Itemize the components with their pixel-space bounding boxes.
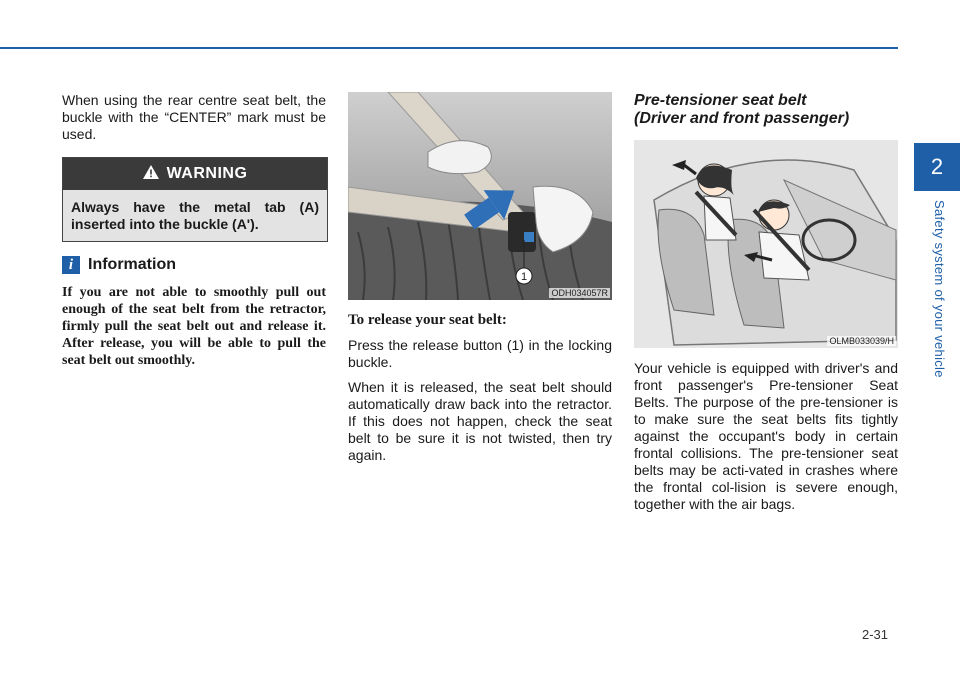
pretensioner-body: Your vehicle is equipped with driver's and front passenger's Pre-tensioner Seat Belts. The purpose of the pre-tensioner is to make sure the seat belts fits tightly against the occupant's body in certain frontal collisions. The pre-tensioner seat belts may be acti-vated in crashes where the frontal col-lision is severe enough, together with the air bags.: [634, 360, 898, 512]
car-interior-illustration: [634, 140, 898, 348]
warning-triangle-icon: [143, 165, 159, 184]
release-belt-step: Press the release button (1) in the locking buckle.: [348, 337, 612, 370]
figure-code: OLMB033039/H: [829, 336, 894, 346]
info-icon: i: [62, 256, 80, 274]
information-title: Information: [88, 256, 176, 273]
column-1: [62, 92, 326, 369]
chapter-number-tab: [914, 143, 960, 191]
warning-box: [62, 157, 328, 242]
column-2: [348, 92, 612, 472]
callout-1-label: 1: [520, 271, 528, 283]
pretensioner-heading: [634, 92, 898, 128]
page-number: 2-31: [862, 627, 889, 642]
information-body: If you are not able to smoothly pull out enough of the seat belt from the retractor, firmly pull the seat belt out and release it. After release, you will be able to pull the seat belt out smoothly.: [62, 285, 326, 368]
pretensioner-figure: [634, 140, 898, 348]
seatbelt-buckle-illustration: [348, 92, 612, 300]
center-belt-text: When using the rear centre seat belt, the buckle with the “CENTER” mark must be used.: [62, 92, 326, 142]
header-rule: [0, 47, 898, 49]
warning-body: Always have the metal tab (A) inserted into the buckle (A').: [63, 190, 327, 241]
pretensioner-heading-line1: Pre-tensioner seat belt: [634, 92, 807, 109]
figure-code: ODH034057R: [551, 288, 608, 298]
pretensioner-heading-line2: (Driver and front passenger): [634, 110, 850, 127]
information-heading: [62, 256, 326, 274]
chapter-title: Safety system of your vehicle: [932, 200, 947, 378]
warning-header: [63, 158, 327, 190]
warning-title: WARNING: [166, 165, 248, 182]
release-belt-heading: To release your seat belt:: [348, 312, 507, 328]
column-3: [634, 92, 898, 521]
seatbelt-release-figure: [348, 92, 612, 300]
chapter-number: 2: [930, 154, 944, 179]
release-belt-note: When it is released, the seat belt should automatically draw back into the retractor. If this does not happen, check the seat belt to be sure it is not twisted, then try again.: [348, 379, 612, 463]
